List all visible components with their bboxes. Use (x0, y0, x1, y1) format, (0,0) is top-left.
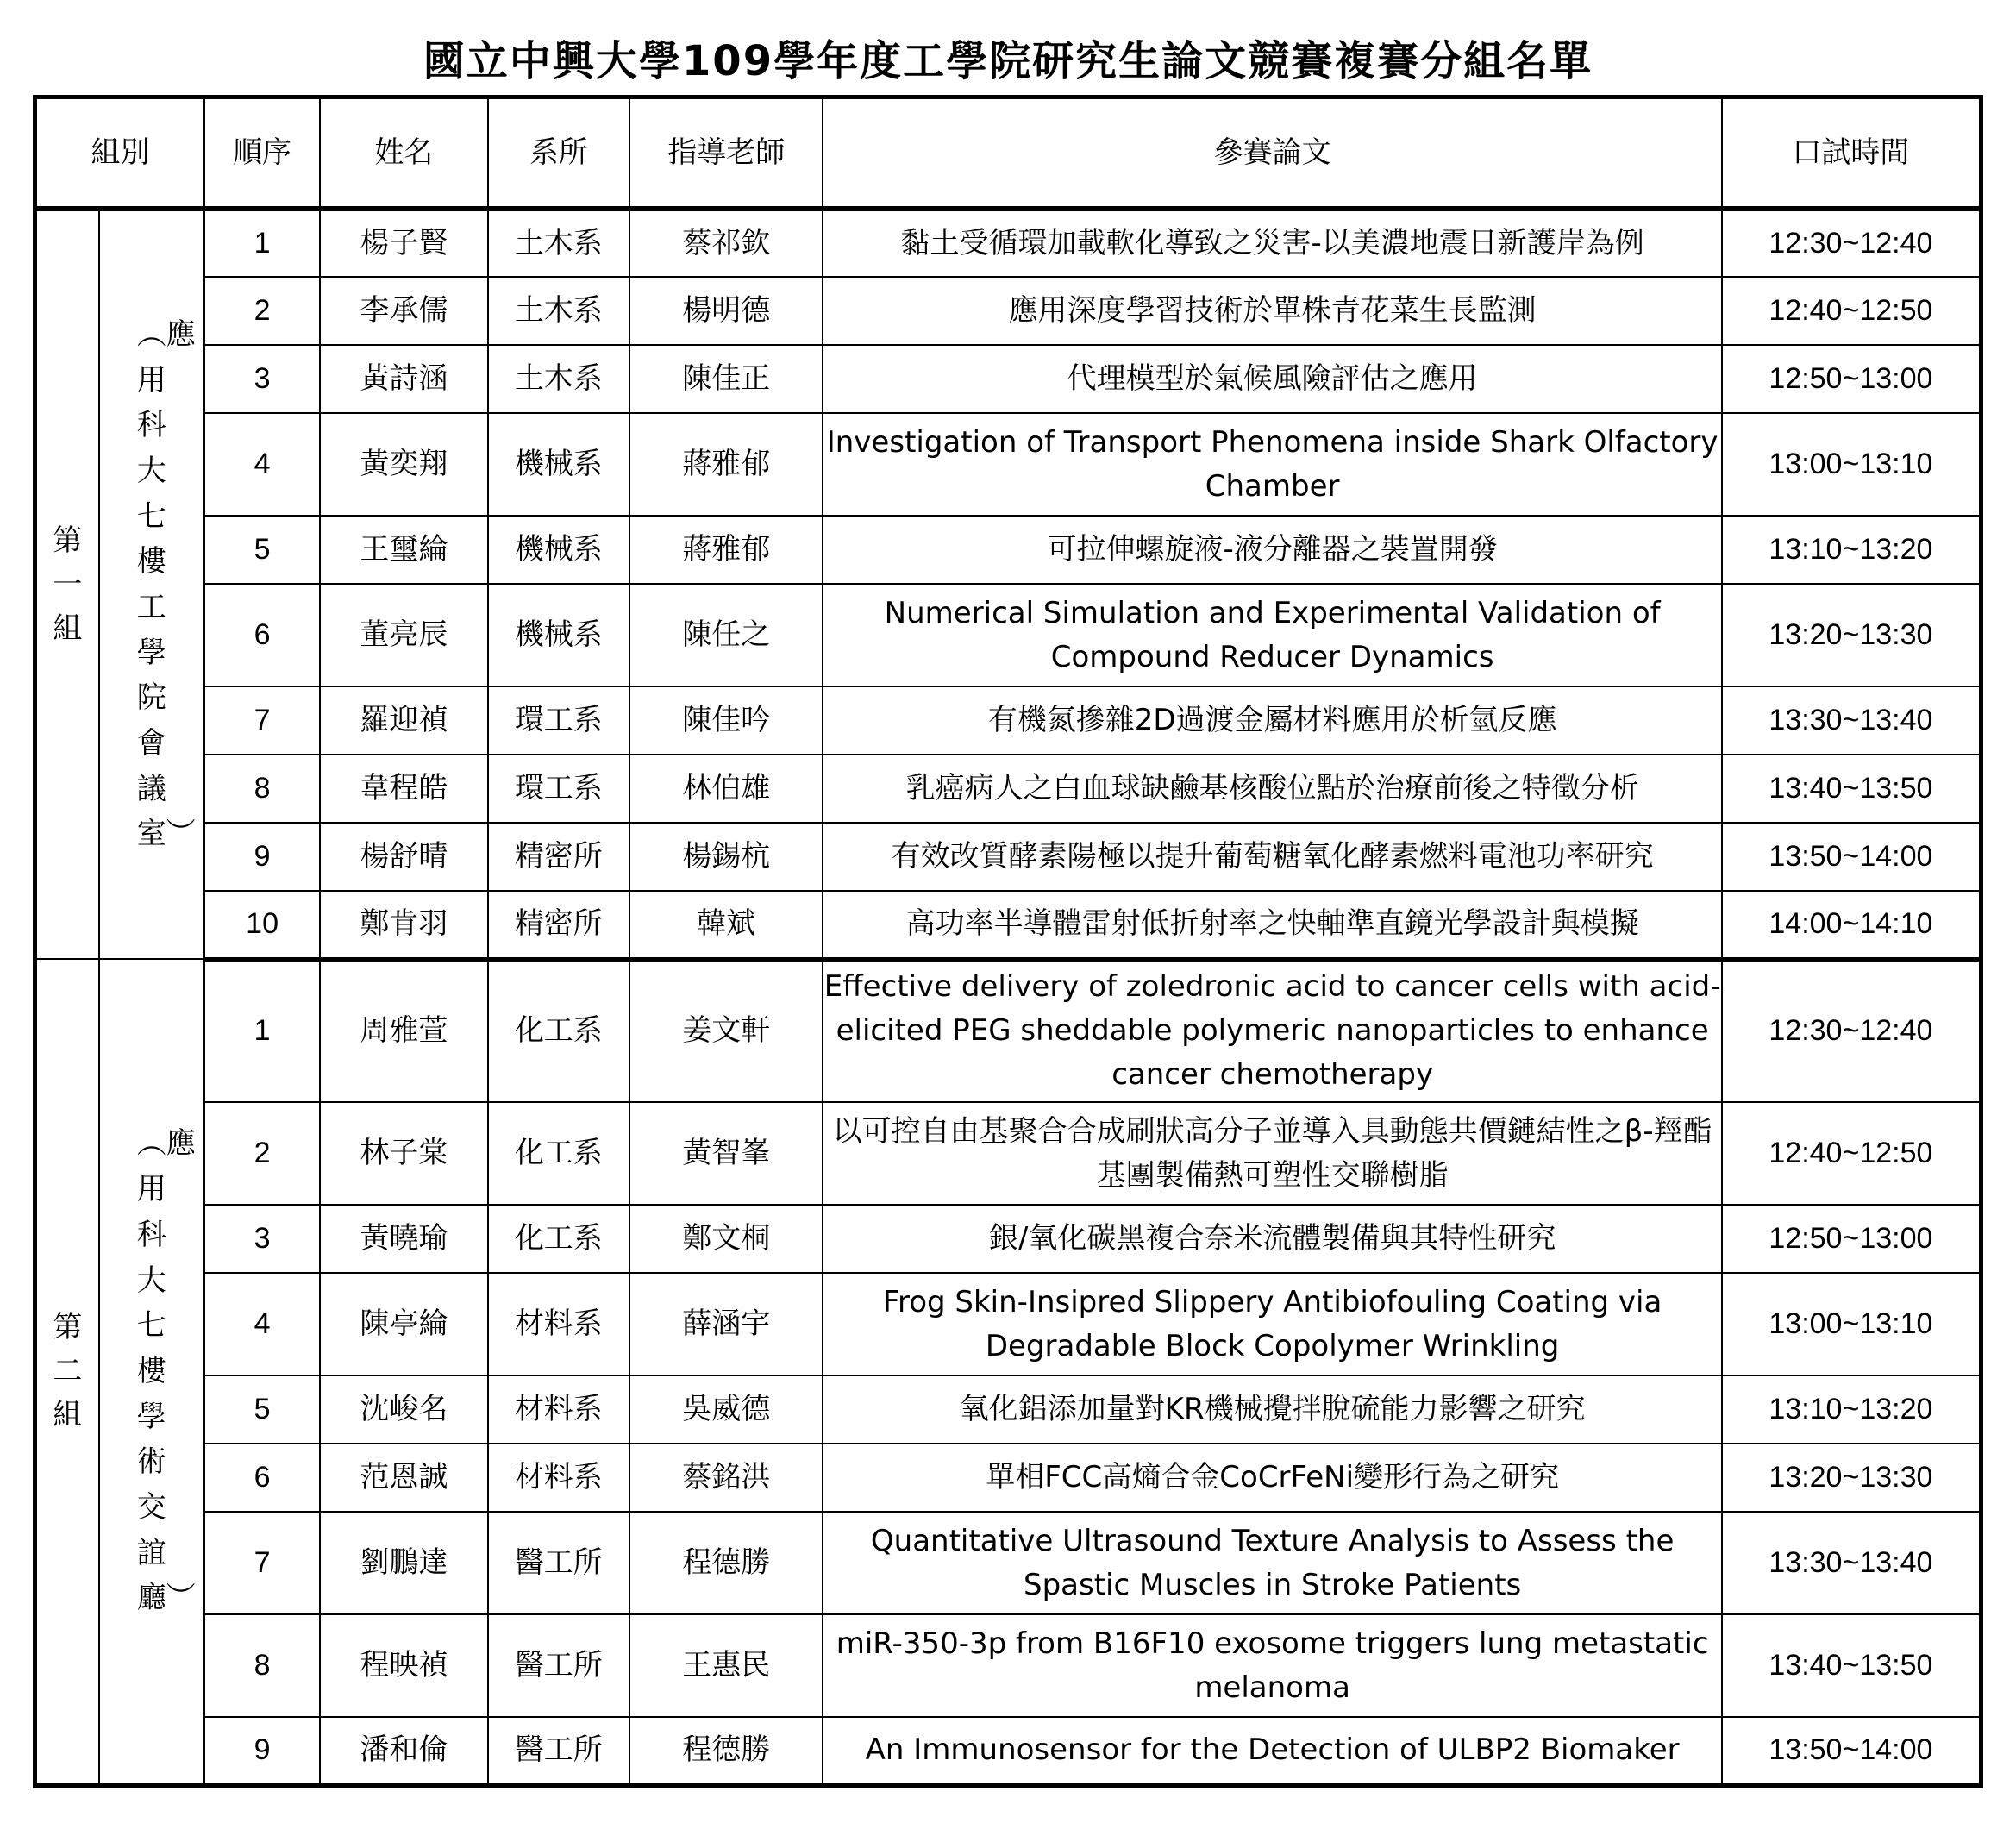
cell-dept: 機械系 (488, 584, 629, 686)
cell-paper: Quantitative Ultrasound Texture Analysis to Assess the Spastic Muscles in Stroke Patients (823, 1512, 1721, 1614)
cell-order: 7 (204, 686, 320, 755)
cell-time: 13:00~13:10 (1722, 1273, 1982, 1375)
cell-dept: 土木系 (488, 277, 629, 345)
header-group: 組別 (35, 97, 204, 210)
table-row (35, 959, 1982, 1102)
cell-order: 8 (204, 1614, 320, 1717)
cell-advisor: 姜文軒 (629, 959, 823, 1102)
cell-name: 林子棠 (320, 1102, 487, 1205)
cell-time: 12:40~12:50 (1722, 277, 1982, 345)
room-label (99, 959, 204, 1785)
cell-name: 楊子賢 (320, 209, 487, 277)
cell-name: 鄭肯羽 (320, 891, 487, 959)
cell-dept: 醫工所 (488, 1512, 629, 1614)
cell-paper: 黏土受循環加載軟化導致之災害-以美濃地震日新護岸為例 (823, 209, 1721, 277)
cell-advisor: 蔣雅郁 (629, 516, 823, 584)
cell-advisor: 陳佳吟 (629, 686, 823, 755)
table-row (35, 1375, 1982, 1444)
cell-dept: 材料系 (488, 1444, 629, 1512)
cell-advisor: 鄭文桐 (629, 1205, 823, 1273)
table-row (35, 1717, 1982, 1785)
cell-order: 9 (204, 823, 320, 891)
cell-paper: 有效改質酵素陽極以提升葡萄糖氧化酵素燃料電池功率研究 (823, 823, 1721, 891)
cell-name: 陳亭綸 (320, 1273, 487, 1375)
cell-paper: 以可控自由基聚合合成刷狀高分子並導入具動態共價鏈結性之β-羥酯基團製備熱可塑性交聯樹脂 (823, 1102, 1721, 1205)
cell-name: 程映禎 (320, 1614, 487, 1717)
cell-advisor: 楊錫杭 (629, 823, 823, 891)
table-row (35, 345, 1982, 413)
table-row (35, 1614, 1982, 1717)
cell-time: 13:50~14:00 (1722, 1717, 1982, 1785)
cell-name: 潘和倫 (320, 1717, 487, 1785)
header-advisor: 指導老師 (629, 97, 823, 210)
cell-name: 沈峻名 (320, 1375, 487, 1444)
cell-name: 韋程皓 (320, 755, 487, 823)
header-time: 口試時間 (1722, 97, 1982, 210)
cell-dept: 機械系 (488, 516, 629, 584)
cell-order: 6 (204, 584, 320, 686)
cell-time: 12:30~12:40 (1722, 209, 1982, 277)
cell-order: 1 (204, 209, 320, 277)
cell-paper: Effective delivery of zoledronic acid to cancer cells with acid-elicited PEG sheddable polymeric nanoparticles to enhance cancer chemotherapy (823, 959, 1721, 1102)
group-label-text: 第二組 (53, 1309, 83, 1432)
cell-advisor: 林伯雄 (629, 755, 823, 823)
cell-name: 王璽綸 (320, 516, 487, 584)
cell-dept: 材料系 (488, 1273, 629, 1375)
cell-time: 13:10~13:20 (1722, 516, 1982, 584)
cell-paper: Frog Skin-Insipred Slippery Antibiofouling Coating via Degradable Block Copolymer Wrinkling (823, 1273, 1721, 1375)
cell-paper: 有機氮摻雜2D過渡金屬材料應用於析氫反應 (823, 686, 1721, 755)
cell-dept: 土木系 (488, 209, 629, 277)
cell-time: 12:30~12:40 (1722, 959, 1982, 1102)
cell-dept: 材料系 (488, 1375, 629, 1444)
room-label-text: ︵應用科大七樓學術交誼廳︶ (136, 1126, 196, 1616)
group-label (35, 209, 99, 959)
table-row (35, 1273, 1982, 1375)
cell-paper: 可拉伸螺旋液-液分離器之裝置開發 (823, 516, 1721, 584)
table-row (35, 277, 1982, 345)
cell-dept: 土木系 (488, 345, 629, 413)
cell-name: 周雅萱 (320, 959, 487, 1102)
table-row (35, 584, 1982, 686)
cell-order: 3 (204, 1205, 320, 1273)
table-row (35, 1205, 1982, 1273)
cell-time: 13:40~13:50 (1722, 1614, 1982, 1717)
cell-paper: An Immunosensor for the Detection of ULBP2 Biomaker (823, 1717, 1721, 1785)
cell-order: 4 (204, 1273, 320, 1375)
cell-time: 12:50~13:00 (1722, 345, 1982, 413)
table-row (35, 413, 1982, 516)
cell-advisor: 蔡銘洪 (629, 1444, 823, 1512)
table-row (35, 755, 1982, 823)
cell-order: 7 (204, 1512, 320, 1614)
cell-time: 13:30~13:40 (1722, 1512, 1982, 1614)
cell-paper: 代理模型於氣候風險評估之應用 (823, 345, 1721, 413)
cell-time: 13:30~13:40 (1722, 686, 1982, 755)
cell-advisor: 韓斌 (629, 891, 823, 959)
cell-order: 4 (204, 413, 320, 516)
header-dept: 系所 (488, 97, 629, 210)
cell-advisor: 程德勝 (629, 1512, 823, 1614)
cell-paper: miR-350-3p from B16F10 exosome triggers lung metastatic melanoma (823, 1614, 1721, 1717)
cell-name: 范恩誠 (320, 1444, 487, 1512)
cell-dept: 精密所 (488, 891, 629, 959)
cell-name: 董亮辰 (320, 584, 487, 686)
cell-order: 10 (204, 891, 320, 959)
room-label (99, 209, 204, 959)
cell-dept: 精密所 (488, 823, 629, 891)
cell-order: 2 (204, 277, 320, 345)
cell-advisor: 薛涵宇 (629, 1273, 823, 1375)
cell-name: 黃曉瑜 (320, 1205, 487, 1273)
cell-advisor: 吳威德 (629, 1375, 823, 1444)
cell-order: 2 (204, 1102, 320, 1205)
table-row (35, 686, 1982, 755)
group-label (35, 959, 99, 1785)
table-row (35, 823, 1982, 891)
cell-time: 13:50~14:00 (1722, 823, 1982, 891)
cell-paper: 應用深度學習技術於單株青花菜生長監測 (823, 277, 1721, 345)
cell-dept: 環工系 (488, 686, 629, 755)
roster-body (35, 209, 1982, 1785)
cell-advisor: 程德勝 (629, 1717, 823, 1785)
cell-time: 12:40~12:50 (1722, 1102, 1982, 1205)
cell-paper: 高功率半導體雷射低折射率之快軸準直鏡光學設計與模擬 (823, 891, 1721, 959)
cell-advisor: 蔡祁欽 (629, 209, 823, 277)
cell-advisor: 陳任之 (629, 584, 823, 686)
cell-order: 5 (204, 516, 320, 584)
cell-order: 5 (204, 1375, 320, 1444)
group-label-text: 第一組 (53, 523, 83, 646)
header-order: 順序 (204, 97, 320, 210)
cell-name: 李承儒 (320, 277, 487, 345)
cell-order: 6 (204, 1444, 320, 1512)
cell-order: 9 (204, 1717, 320, 1785)
cell-advisor: 陳佳正 (629, 345, 823, 413)
cell-time: 13:20~13:30 (1722, 584, 1982, 686)
header-name: 姓名 (320, 97, 487, 210)
cell-order: 1 (204, 959, 320, 1102)
room-label-text: ︵應用科大七樓工學院會議室︶ (136, 316, 196, 852)
cell-advisor: 楊明德 (629, 277, 823, 345)
header-paper: 參賽論文 (823, 97, 1721, 210)
cell-paper: 銀/氧化碳黑複合奈米流體製備與其特性研究 (823, 1205, 1721, 1273)
page-title: 國立中興大學109學年度工學院研究生論文競賽複賽分組名單 (423, 37, 1593, 85)
cell-dept: 機械系 (488, 413, 629, 516)
cell-time: 13:00~13:10 (1722, 413, 1982, 516)
cell-name: 羅迎禎 (320, 686, 487, 755)
cell-dept: 環工系 (488, 755, 629, 823)
cell-advisor: 王惠民 (629, 1614, 823, 1717)
cell-time: 14:00~14:10 (1722, 891, 1982, 959)
cell-paper: 乳癌病人之白血球缺鹼基核酸位點於治療前後之特徵分析 (823, 755, 1721, 823)
cell-paper: Numerical Simulation and Experimental Validation of Compound Reducer Dynamics (823, 584, 1721, 686)
table-row (35, 1512, 1982, 1614)
cell-name: 劉鵬達 (320, 1512, 487, 1614)
cell-time: 13:40~13:50 (1722, 755, 1982, 823)
cell-time: 12:50~13:00 (1722, 1205, 1982, 1273)
cell-order: 8 (204, 755, 320, 823)
cell-paper: 單相FCC高熵合金CoCrFeNi變形行為之研究 (823, 1444, 1721, 1512)
cell-time: 13:20~13:30 (1722, 1444, 1982, 1512)
cell-dept: 化工系 (488, 1102, 629, 1205)
cell-name: 黃奕翔 (320, 413, 487, 516)
cell-paper: Investigation of Transport Phenomena inside Shark Olfactory Chamber (823, 413, 1721, 516)
cell-dept: 化工系 (488, 1205, 629, 1273)
table-row (35, 1444, 1982, 1512)
table-header-row (35, 97, 1982, 210)
table-row (35, 209, 1982, 277)
cell-order: 3 (204, 345, 320, 413)
roster-table (33, 95, 1983, 1788)
cell-dept: 醫工所 (488, 1614, 629, 1717)
table-row (35, 516, 1982, 584)
cell-name: 黃詩涵 (320, 345, 487, 413)
cell-dept: 醫工所 (488, 1717, 629, 1785)
cell-time: 13:10~13:20 (1722, 1375, 1982, 1444)
table-row (35, 1102, 1982, 1205)
table-row (35, 891, 1982, 959)
cell-dept: 化工系 (488, 959, 629, 1102)
cell-advisor: 蔣雅郁 (629, 413, 823, 516)
cell-advisor: 黃智峯 (629, 1102, 823, 1205)
cell-name: 楊舒晴 (320, 823, 487, 891)
cell-paper: 氧化鋁添加量對KR機械攪拌脫硫能力影響之研究 (823, 1375, 1721, 1444)
